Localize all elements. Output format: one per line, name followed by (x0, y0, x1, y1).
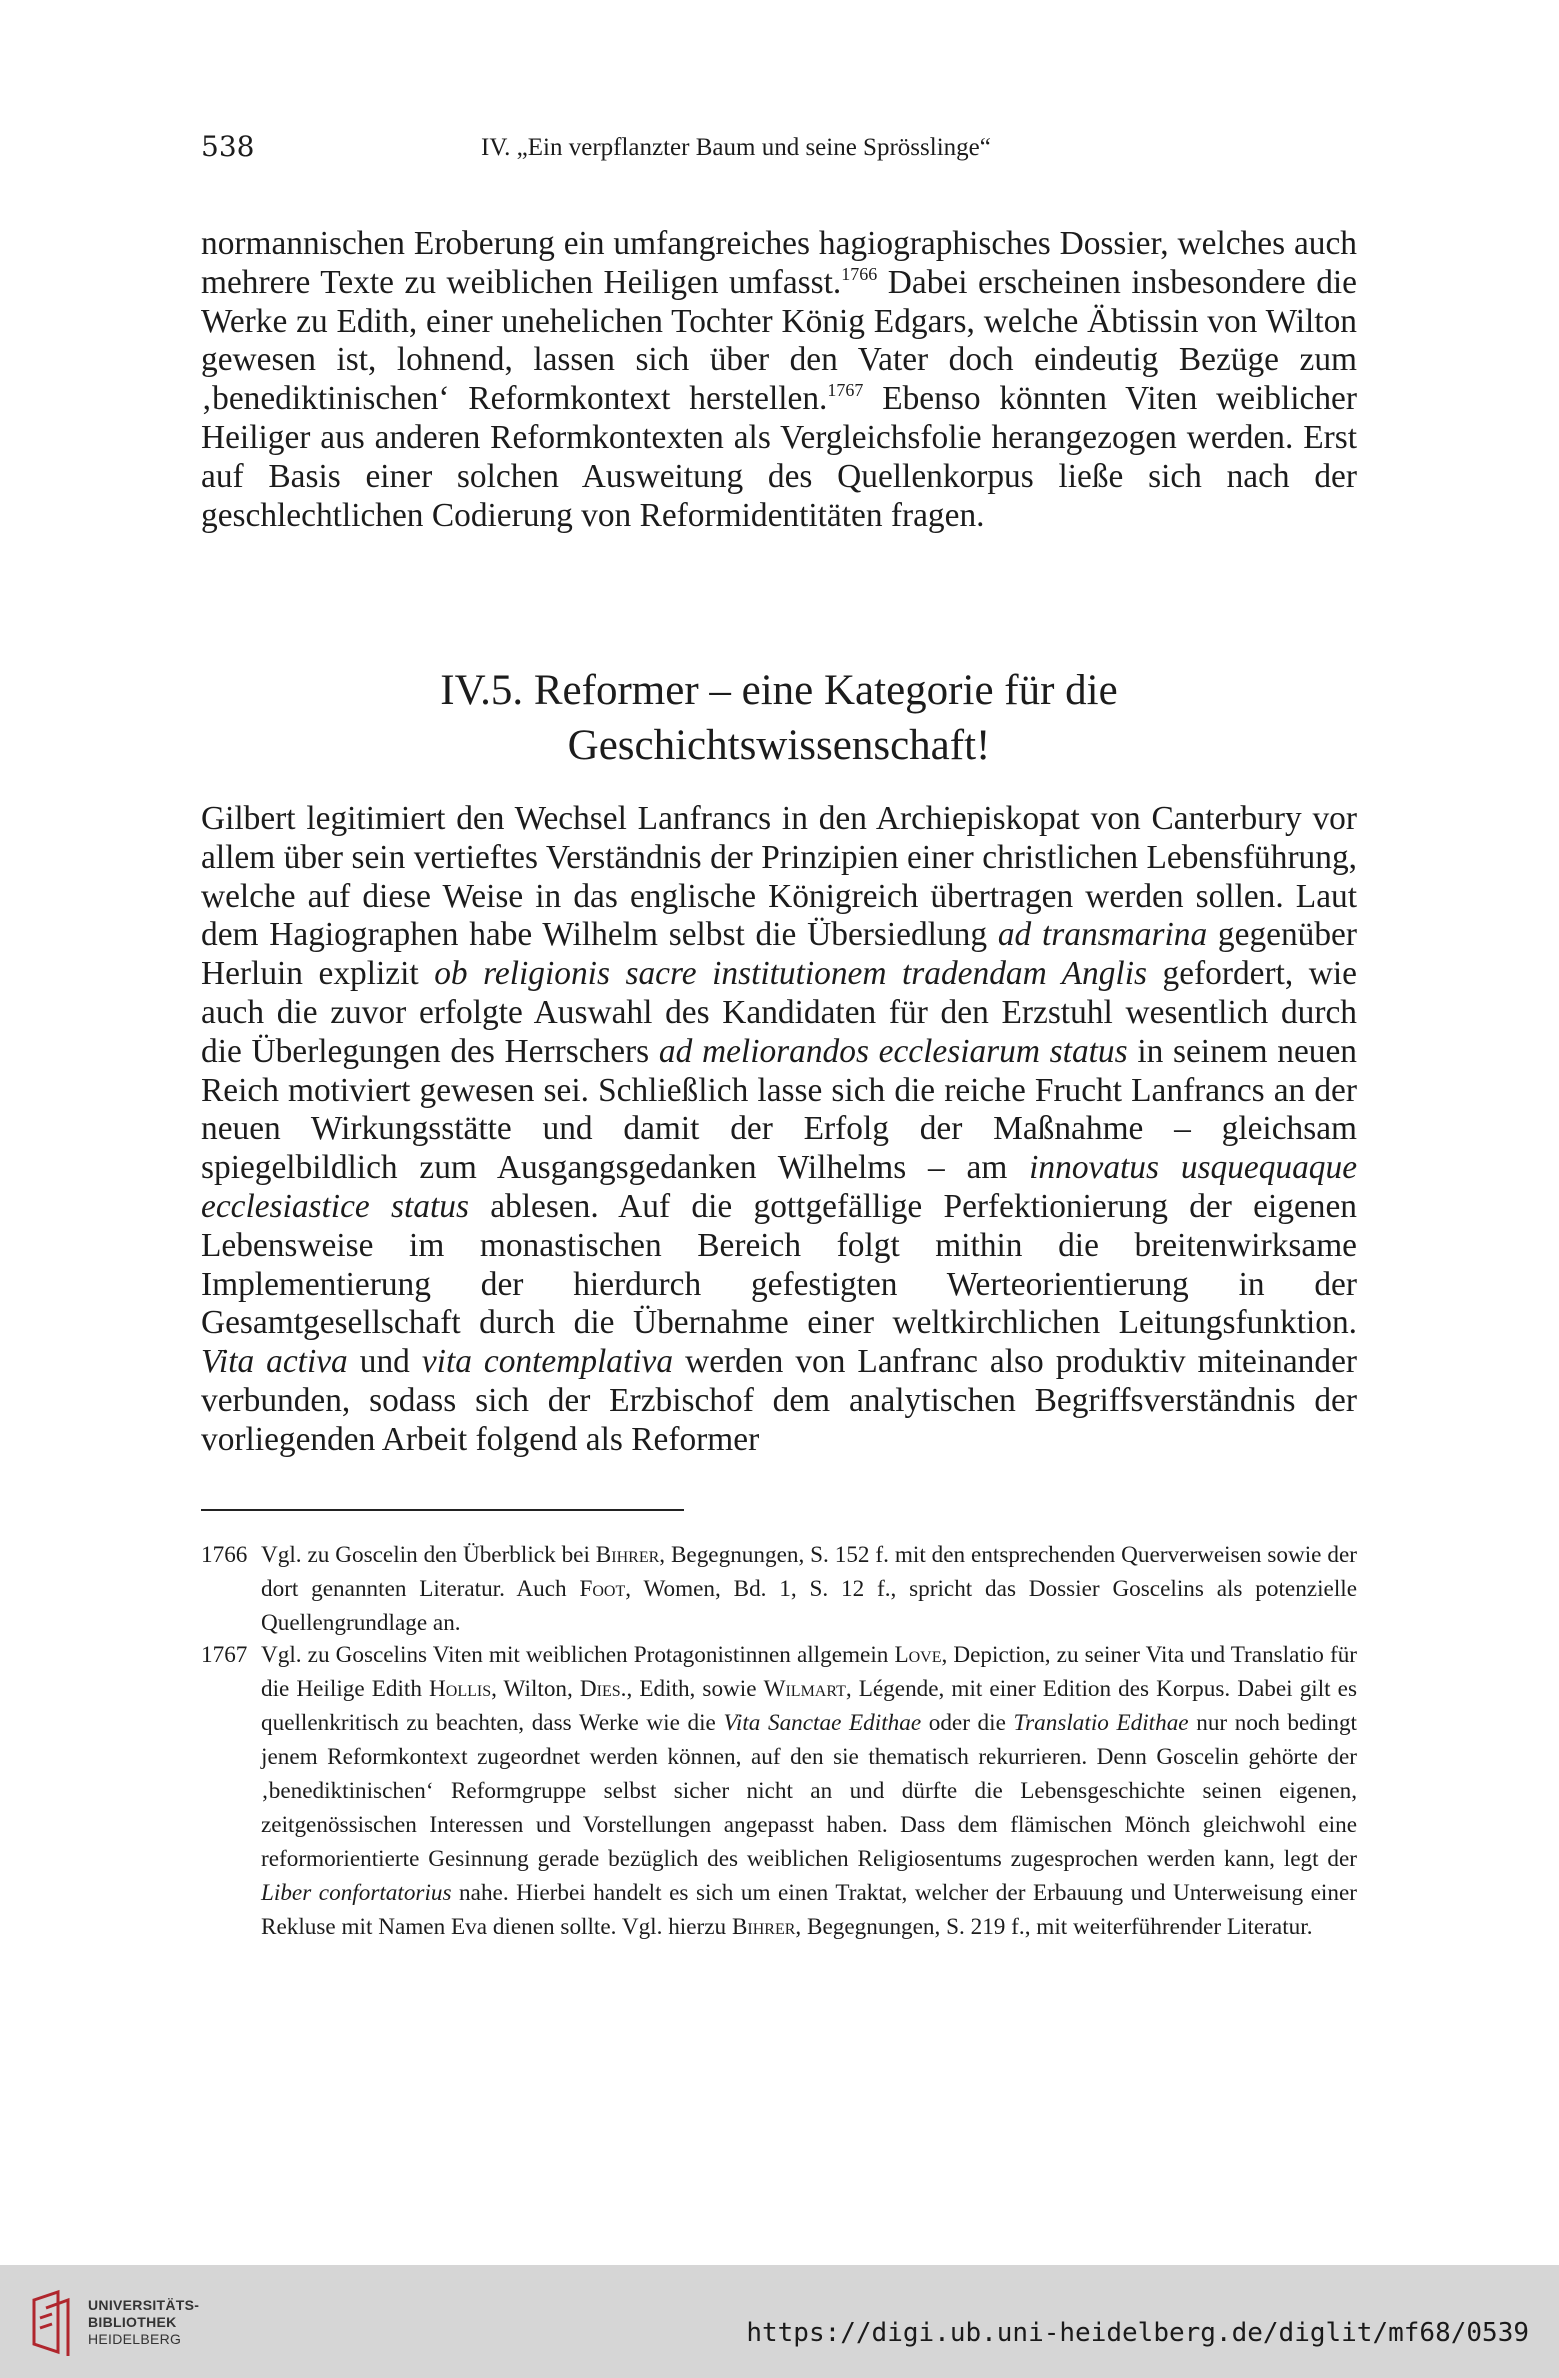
author-name: Bihrer (595, 1542, 660, 1568)
footnote-number: 1767 (201, 1642, 248, 1668)
footnote-number: 1766 (201, 1542, 248, 1568)
body-paragraph-2 (201, 800, 1357, 1460)
work-title: Liber confortatorius (261, 1880, 452, 1906)
library-logo-text: UNIVERSITÄTS- BIBLIOTHEK HEIDELBERG (88, 2297, 200, 2347)
latin-quote: ad transmarina (997, 916, 1208, 954)
text-run: werden von Lanfranc also produktiv miteinander verbunden, sodass sich der Erzbischof dem analytischen Begriffsverständnis der vorliegenden Arbeit folgend als Reformer (201, 1343, 1358, 1458)
text-run: gefordert, wie auch die zuvor erfolgte Auswahl des Kandidaten für den Erzstuhl wesentlich durch die Überlegungen des Herrschers (201, 955, 1357, 1070)
text-run: ablesen. Auf die gottgefällige Perfektionierung der eigenen Lebensweise im monastischen Bereich folgt mithin die breitenwirksame Implementierung der hierdurch gefestigten Werteorientierung in der Gesamtgesellschaft durch die Übernahme einer weltkirchlichen Leitungsfunktion. (201, 1187, 1357, 1342)
footnote-text: Vgl. zu Goscelin den Überblick bei Bihrer, Begegnungen, S. 152 f. mit den entsprechenden Querverweisen sowie der dort genannten Literatur. Auch Foot, Women, Bd. 1, S. 12 f., spricht das Dossier Goscelins als potenzielle Quellengrundlage an. (261, 1542, 1357, 1636)
author-name: Love (894, 1642, 942, 1668)
text-run: Ebenso könnten Viten weiblicher Heiliger aus anderen Reformkontexten als Vergleichsfolie herangezogen werden. Erst auf Basis einer solchen Ausweitung des Quellenkorpus ließe sich nach der geschlechtlichen Codierung von Reformidentitäten fragen. (201, 380, 1357, 534)
author-name: Foot (579, 1576, 626, 1602)
footnote-1767 (201, 1638, 1357, 1944)
author-name: Hollis (429, 1676, 492, 1702)
section-heading-line-1: IV.5. Reformer – eine Kategorie für die (440, 667, 1118, 714)
text-run: normannischen Eroberung ein umfangreiches hagiographisches Dossier, welches auch mehrere Texte zu weiblichen Heiligen umfasst. (201, 225, 1357, 301)
source-url-link[interactable]: https://digi.ub.uni-heidelberg.de/diglit/mf68/0539 (746, 2318, 1529, 2348)
running-head: IV. „Ein verpflanzter Baum und seine Sprösslinge“ (481, 134, 991, 161)
latin-term: vita contemplativa (421, 1343, 674, 1381)
latin-quote: ad meliorandos ecclesiarum status (658, 1032, 1128, 1070)
author-name: Wilmart (763, 1676, 846, 1702)
latin-quote: ob religionis sacre institutionem tradendam Anglis (434, 955, 1147, 993)
work-title: Translatio Edithae (1013, 1710, 1189, 1736)
page-number: 538 (201, 130, 255, 163)
text-run: gegenüber Herluin explizit (201, 916, 1357, 993)
section-heading (201, 663, 1357, 773)
footnote-text: Vgl. zu Goscelins Viten mit weiblichen Protagonistinnen allgemein Love, Depiction, zu seiner Vita und Translatio für die Heilige Edith Hollis, Wilton, Dies., Edith, sowie Wilmart, Légende, mit einer Edition des Korpus. Dabei gilt es quellenkritisch zu beachten, dass Werke wie die Vita Sanctae Edithae oder die Translatio Edithae nur noch bedingt jenem Reformkontext zugeordnet werden können, auf den sie thematisch rekurrieren. Denn Goscelin gehörte der ‚benediktinischen‘ Reformgruppe selbst sicher nicht an und dürfte die Lebensgeschichte seinen eigenen, zeitgenössischen Interessen und Vorstellungen angepasst haben. Dass dem flämischen Mönch gleichwohl eine reformorientierte Gesinnung gerade bezüglich des weiblichen Religiosentums zugesprochen werden kann, legt der Liber confortatorius nahe. Hierbei handelt es sich um einen Traktat, welcher der Erbauung und Unterweisung einer Rekluse mit Namen Eva dienen sollte. Vgl. hierzu Bihrer, Begegnungen, S. 219 f., mit weiterführender Literatur. (261, 1642, 1358, 1940)
section-heading-line-2: Geschichtswissenschaft! (567, 722, 991, 769)
latin-term: Vita activa (201, 1343, 348, 1381)
text-run: und (347, 1343, 422, 1381)
author-name: Bihrer (731, 1914, 796, 1940)
body-paragraph-1 (201, 225, 1357, 535)
author-name: Dies. (579, 1676, 627, 1702)
footnote-separator (201, 1509, 684, 1511)
text-run: in seinem neuen Reich motiviert gewesen sei. Schließlich lasse sich die reiche Frucht Lanfrancs an der neuen Wirkungsstätte und damit der Erfolg der Maßnahme – gleichsam spiegelbildlich zum Ausgangsgedanken Wilhelms – am (201, 1032, 1357, 1187)
footnote-ref-1766[interactable]: 1766 (841, 263, 878, 284)
footnote-1766 (201, 1538, 1357, 1640)
text-run: Dabei erscheinen insbesondere die Werke zu Edith, einer unehelichen Tochter König Edgars, welche Äbtissin von Wilton gewesen ist, lohnend, lassen sich über den Vater doch eindeutig Bezüge zum ‚benediktinischen‘ Reformkontext herstellen. (201, 263, 1357, 418)
text-run: Gilbert legitimiert den Wechsel Lanfrancs in den Archiepiskopat von Canterbury vor allem über sein vertieftes Verständnis der Prinzipien einer christlichen Lebensführung, welche auf diese Weise in das englische Königreich übertragen werden sollen. Laut dem Hagiographen habe Wilhelm selbst die Übersiedlung (201, 800, 1357, 954)
footnote-ref-1767[interactable]: 1767 (827, 380, 864, 401)
work-title: Vita Sanctae Edithae (723, 1710, 922, 1736)
library-logo-icon[interactable] (28, 2288, 78, 2358)
latin-quote: innovatus usquequaque ecclesiastice status (201, 1149, 1358, 1225)
